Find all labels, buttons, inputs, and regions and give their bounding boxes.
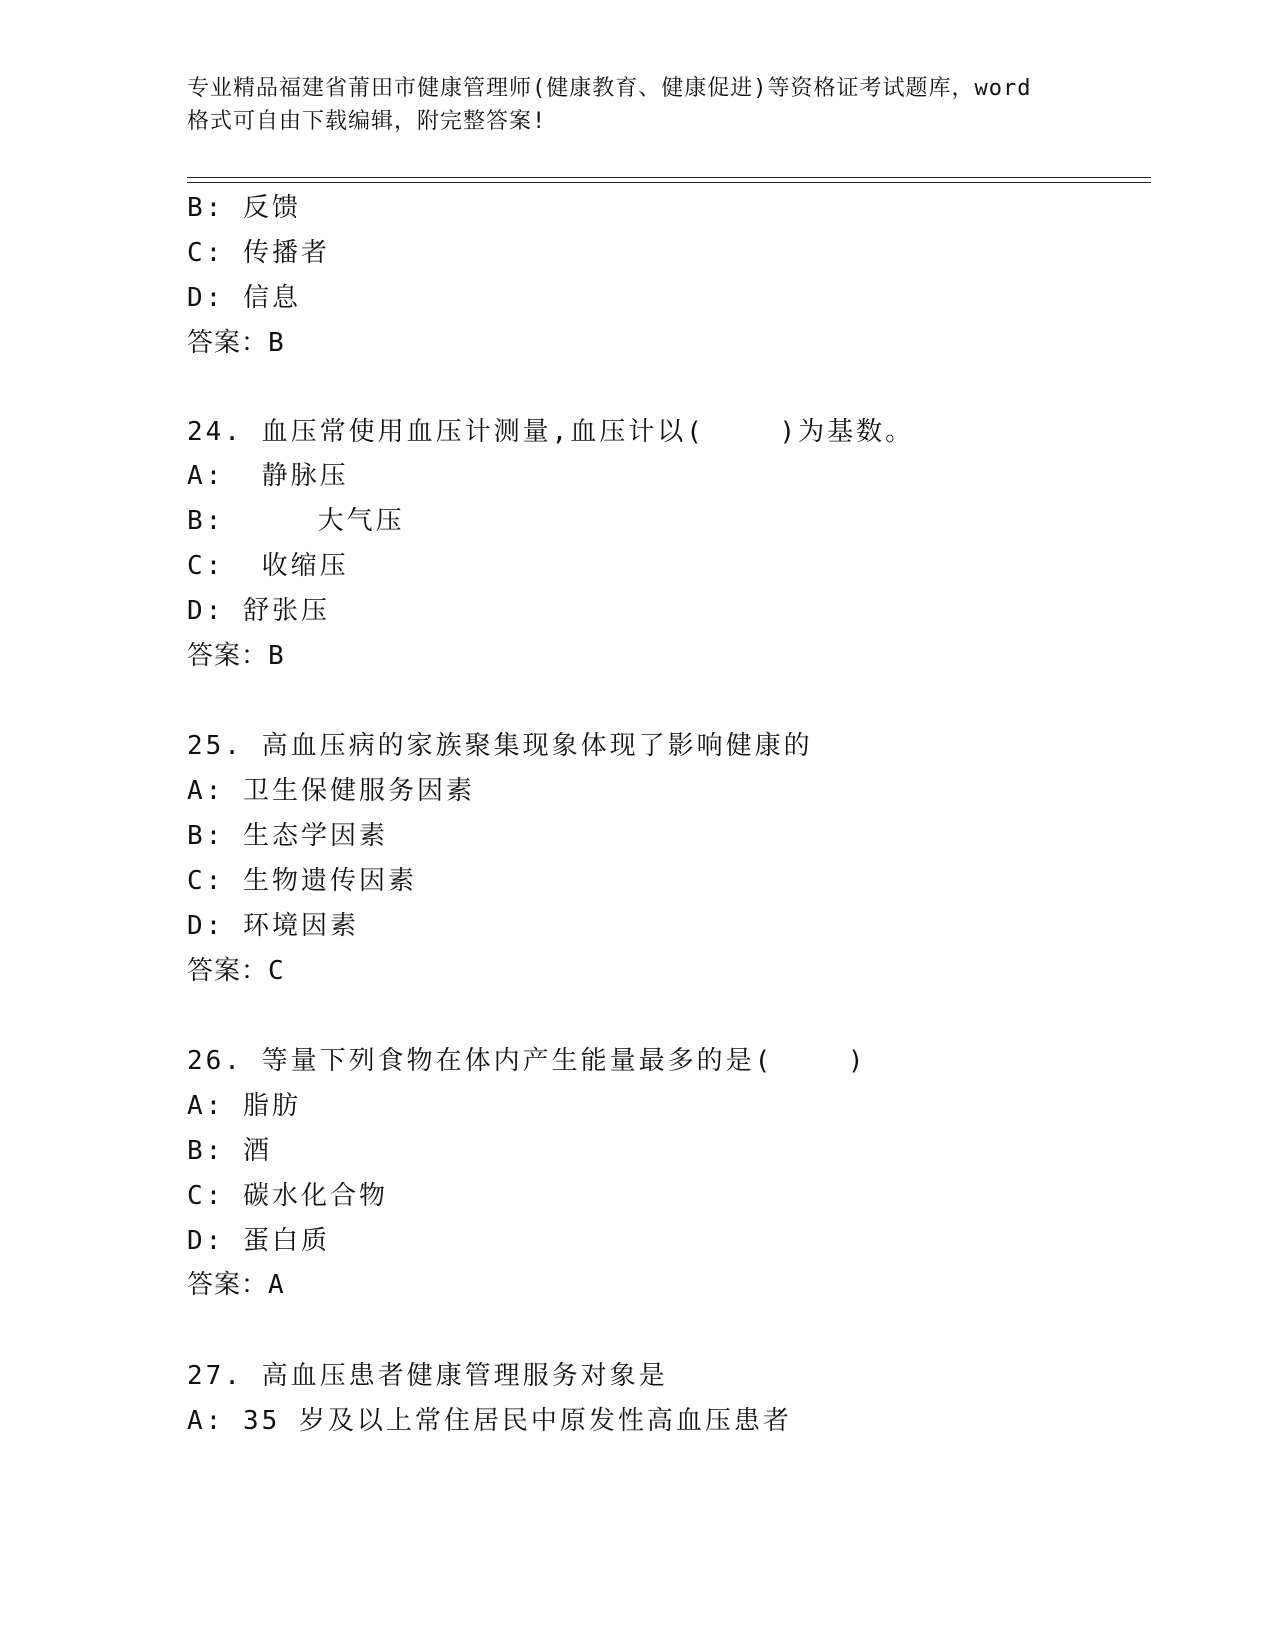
q25-option-b: B: 生态学因素 [187,821,388,851]
answer-label: 答案： [187,956,269,986]
q26-stem: 26. 等量下列食物在体内产生能量最多的是( ) [187,1046,867,1076]
q23-answer [187,326,285,360]
header-divider-bottom [187,182,1151,183]
q23-option-c: C: 传播者 [187,238,330,268]
q23-option-b: B: 反馈 [187,193,301,223]
q24-option-c: C: 收缩压 [187,551,349,581]
q24-stem: 24. 血压常使用血压计测量,血压计以( )为基数。 [187,417,915,447]
answer-value: C [268,956,285,986]
q26-answer [187,1268,285,1302]
q24-answer [187,639,285,673]
q25-answer [187,954,285,988]
answer-label: 答案： [187,328,269,358]
q25-option-a: A: 卫生保健服务因素 [187,776,475,806]
answer-value: B [268,641,285,671]
header-line-1: 专业精品福建省莆田市健康管理师(健康教育、健康促进)等资格证考试题库，word [187,76,1032,101]
q26-option-d: D: 蛋白质 [187,1226,330,1256]
answer-value: A [268,1270,285,1300]
q26-option-b: B: 酒 [187,1136,272,1166]
q26-option-c: C: 碳水化合物 [187,1181,388,1211]
q24-option-a: A: 静脉压 [187,461,349,491]
q27-option-a: A: 35 岁及以上常住居民中原发性高血压患者 [187,1406,792,1436]
q26-option-a: A: 脂肪 [187,1091,301,1121]
q27-stem: 27. 高血压患者健康管理服务对象是 [187,1361,668,1391]
answer-label: 答案： [187,641,269,671]
q24-option-d: D: 舒张压 [187,596,330,626]
q23-option-d: D: 信息 [187,283,301,313]
q24-option-b: B: 大气压 [187,506,405,536]
q25-stem: 25. 高血压病的家族聚集现象体现了影响健康的 [187,731,813,761]
header-line-2: 格式可自由下载编辑，附完整答案! [187,109,547,134]
header-divider-top [187,177,1151,178]
document-header [187,72,1087,138]
q25-option-c: C: 生物遗传因素 [187,866,417,896]
answer-value: B [268,328,285,358]
answer-label: 答案： [187,1270,269,1300]
q25-option-d: D: 环境因素 [187,911,359,941]
